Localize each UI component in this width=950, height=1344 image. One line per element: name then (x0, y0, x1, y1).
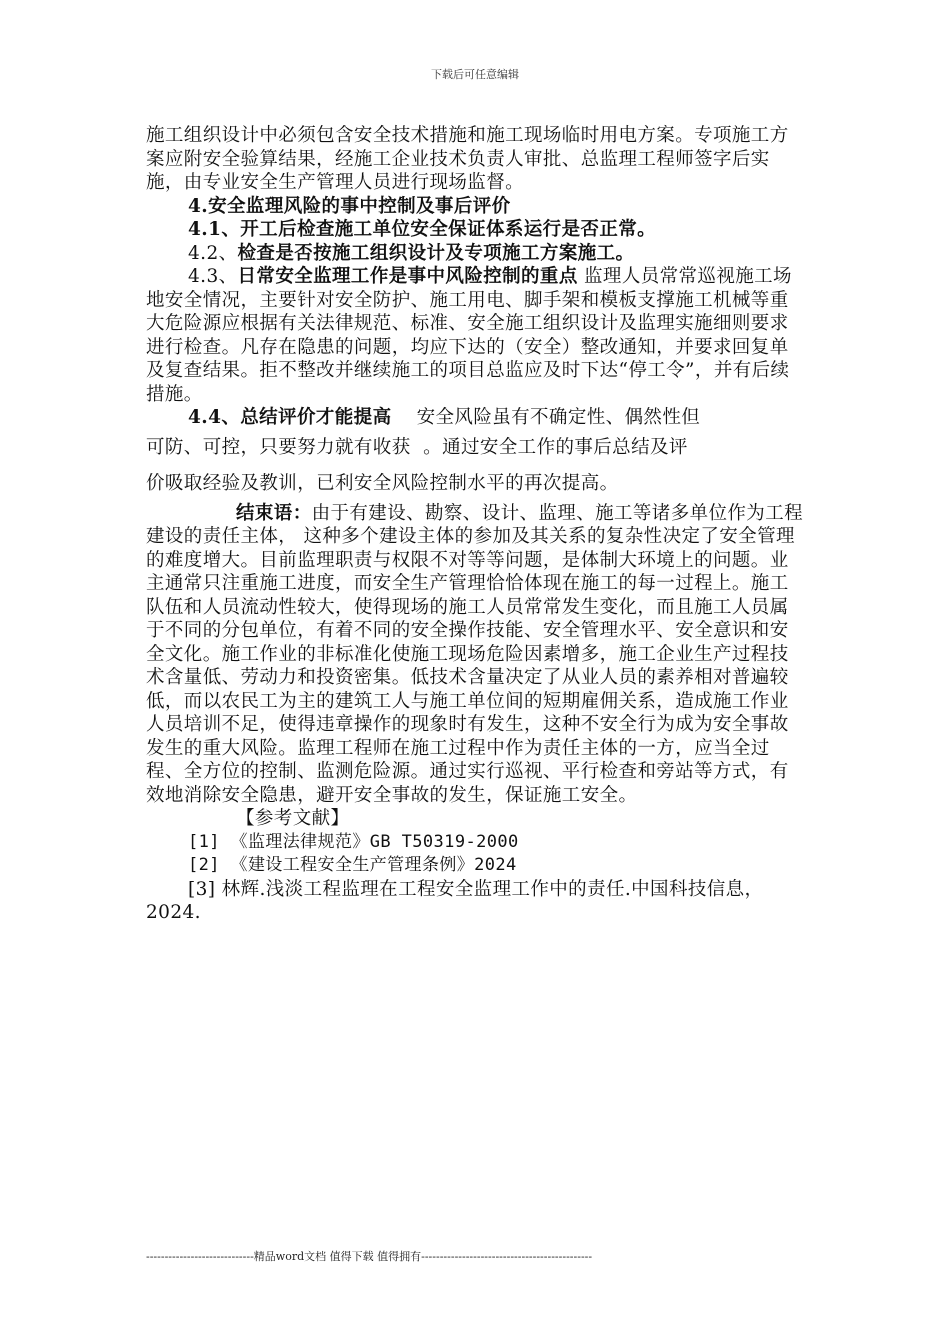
paragraph-conclusion (146, 502, 806, 808)
section-title-4-4: 4.4、总结评价才能提高 (188, 407, 392, 428)
conclusion-text: 由于有建设、勘察、设计、监理、施工等诸多单位作为工程建设的责任主体， 这种多个建设主体的参加及其关系的复杂性决定了安全管理的难度增大。目前监理职责与权限不对等等问题，是体制大环境上的问题。业主通常只注重施工进度，而安全生产管理恰恰体现在施工的每一过程上。施工队伍和人员流动性较大，使得现场的施工人员常常发生变化，而且施工人员属于不同的分包单位，有着不同的安全操作技能、安全管理水平、安全意识和安全文化。施工作业的非标准化使施工现场危险因素增多，施工企业生产过程技术含量低、劳动力和投资密集。低技术含量决定了从业人员的素养相对普遍较低，而以农民工为主的建筑工人与施工单位间的短期雇佣关系，造成施工作业人员培训不足，使得违章操作的现象时有发生，这种不安全行为成为安全事故发生的重大风险。监理工程师在施工过程中作为责任主体的一方，应当全过程、全方位的控制、监测危险源。通过实行巡视、平行检查和旁站等方式，有效地消除安全隐患，避开安全事故的发生，保证施工安全。 (146, 502, 804, 806)
section-title-4-3: 日常安全监理工作是事中风险控制的重点 (237, 266, 578, 287)
paragraph-intro: 施工组织设计中必须包含安全技术措施和施工现场临时用电方案。专项施工方案应附安全验算结果，经施工企业技术负责人审批、总监理工程师签字后实施，由专业安全生产管理人员进行现场监督。 (146, 125, 789, 193)
section-title-4-2: 检查是否按施工组织设计及专项施工方案施工。 (237, 242, 635, 264)
section-heading-4-2 (146, 242, 806, 266)
references-title: 【参考文献】 (236, 808, 350, 829)
reference-item-3: [3] 林辉.浅淡工程监理在工程安全监理工作中的责任.中国科技信息，2024. (146, 878, 764, 923)
section-number-4-3: 4.3、 (188, 266, 238, 287)
section-heading-4: 4.安全监理风险的事中控制及事后评价 (188, 195, 511, 217)
section-body-4-4-line-1: 安全风险虽有不确定性、偶然性但 (391, 407, 701, 428)
section-heading-4-4 (146, 406, 806, 430)
section-heading-4-1: 4.1、开工后检查施工单位安全保证体系运行是否正常。 (188, 219, 657, 240)
section-body-4-3: 监理人员常常巡视施工场地安全情况，主要针对安全防护、施工用电、脚手架和模板支撑施工机械等重大危险源应根据有关法律规范、标准、安全施工组织设计及监理实施细则要求进行检查。凡存在隐患的问题，均应下达的（安全）整改通知，并要求回复单及复查结果。拒不整改并继续施工的项目总监应及时下达“停工令”，并有后续措施。 (146, 266, 792, 405)
section-body-4-4-line-3: 价吸取经验及教训，已利安全风险控制水平的再次提高。 (146, 472, 619, 494)
section-number-4-2: 4.2、 (188, 242, 238, 264)
reference-item-2: [2] 《建设工程安全生产管理条例》2024 (188, 855, 517, 875)
document-body (146, 124, 806, 925)
reference-item-1: [1] 《监理法律规范》GB T50319-2000 (188, 831, 519, 852)
paragraph-4-3 (146, 265, 806, 406)
page-footer: -----------------------------精品word文档 值得下载 值得拥有---------------------------------------------- (146, 1250, 593, 1263)
conclusion-label: 结束语： (236, 502, 312, 524)
section-body-4-4-line-2: 可防、可控，只要努力就有收获 。通过安全工作的事后总结及评 (146, 436, 688, 458)
page-header: 下载后可任意编辑 (431, 68, 519, 81)
